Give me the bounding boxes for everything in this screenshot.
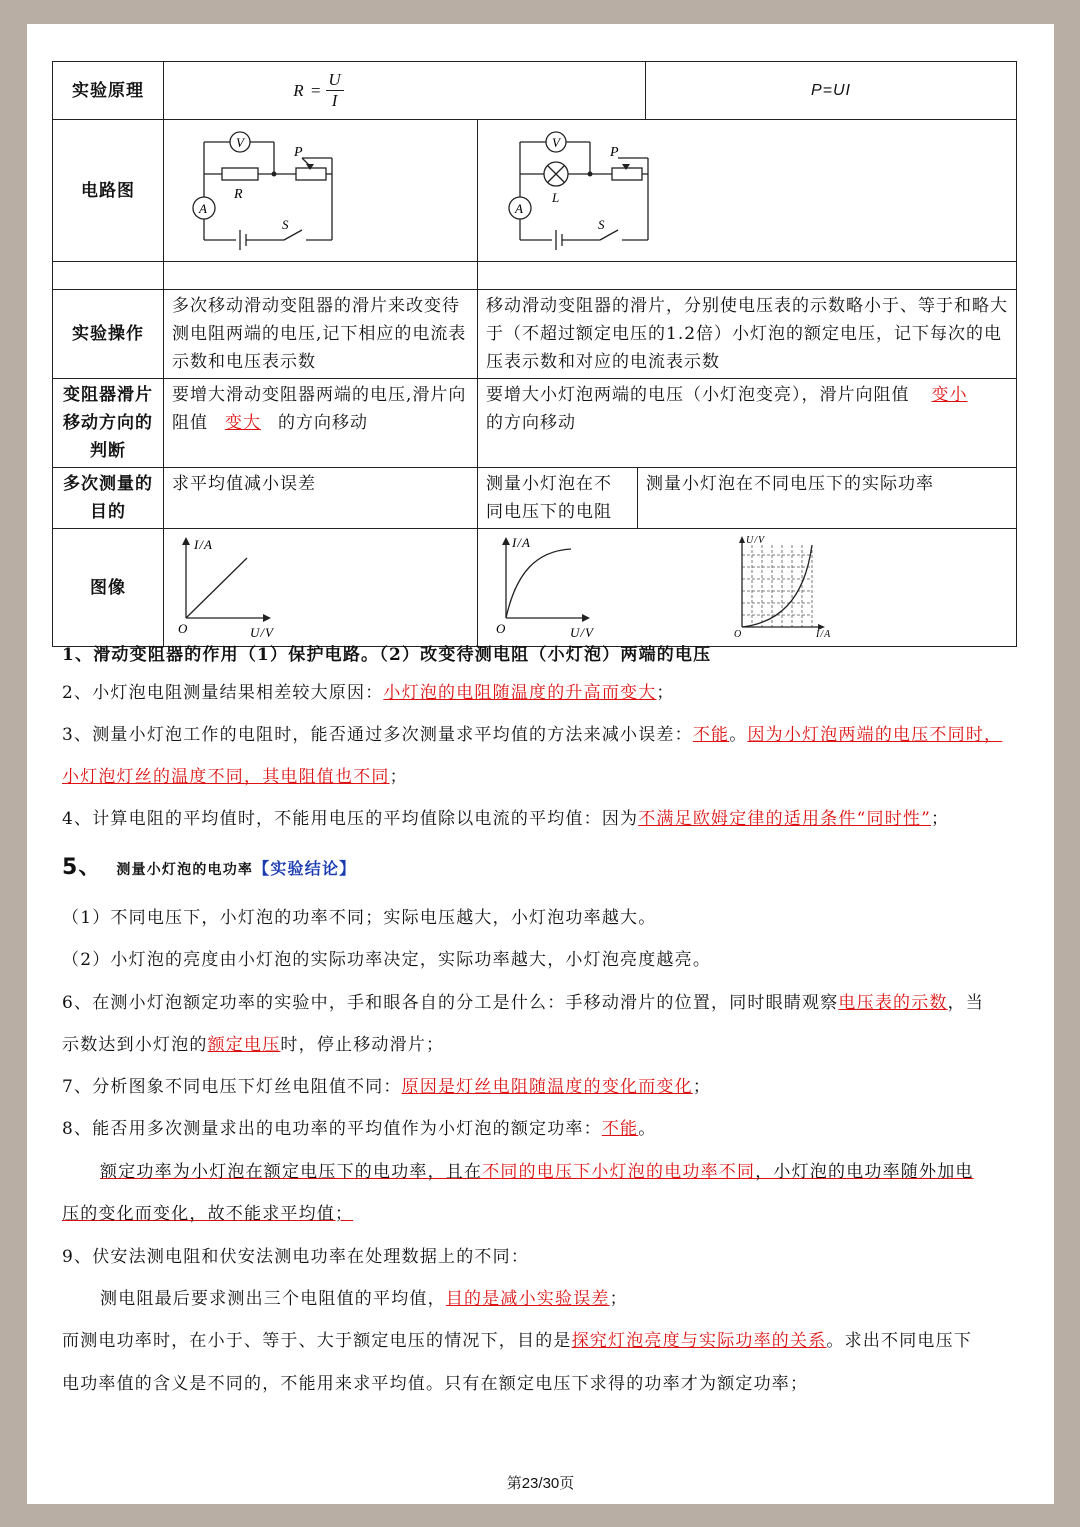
page: [27, 24, 1054, 1504]
y-axis-label: I/A: [512, 535, 531, 550]
fill-answer: 变小: [931, 385, 968, 405]
point-7: 7、分析图象不同电压下灯丝电阻值不同：原因是灯丝电阻随温度的变化而变化；: [62, 1077, 712, 1097]
formula-p: P=UI: [646, 62, 1017, 120]
linear-line: [186, 558, 247, 618]
conclusion-2: （2）小灯泡的亮度由小灯泡的实际功率决定，实际功率越大，小灯泡亮度越亮。: [62, 950, 712, 970]
formula-r-lhs: R =: [293, 80, 323, 100]
lamp-symbol-label: L: [552, 190, 561, 205]
purpose-right: 测量小灯泡在不同电压下的实际功率: [638, 468, 1017, 529]
principle-label: 实验原理: [53, 62, 164, 120]
note-3: 3、测量小灯泡工作的电阻时，能否通过多次测量求平均值的方法来减小误差：不能。因为小灯泡两端的电压不同时，: [62, 725, 1003, 745]
switch-symbol-label: S: [598, 217, 606, 232]
graph-curve-i-u: [486, 533, 606, 641]
direction-right: 要增大小灯泡两端的电压（小灯泡变亮），滑片向阻值 变小 的方向移动: [478, 379, 1017, 468]
empty-cell: [478, 262, 1017, 290]
section-tag: 【实验结论】: [253, 859, 357, 878]
circuit-diagram-lamp: [478, 120, 1017, 262]
operation-label: 实验操作: [53, 290, 164, 379]
direction-left: 要增大滑动变阻器两端的电压,滑片向阻值 变大 的方向移动: [164, 379, 478, 468]
y-axis-label: I/A: [194, 537, 213, 552]
purpose-mid: 测量小灯泡在不同电压下的电阻: [478, 468, 638, 529]
x-axis-label: U/V: [250, 625, 274, 640]
graph-linear-cell: [164, 529, 478, 647]
formula-r-numerator: U: [328, 70, 342, 89]
circuit-diagram-resistor: [164, 120, 478, 262]
operation-left: 多次移动滑动变阻器的滑片来改变待测电阻两端的电压,记下相应的电流表示数和电压表示数: [164, 290, 478, 379]
formula-r: [164, 62, 646, 120]
circuit-1-svg: [174, 126, 354, 251]
experiment-table: [52, 61, 1017, 647]
point-9-c: 电功率值的含义是不同的，不能用来求平均值。只有在额定电压下求得的功率才为额定功率；: [62, 1374, 809, 1394]
section-5-heading: [62, 850, 1022, 881]
note-2-answer: 小灯泡的电阻随温度的升高而变大: [383, 683, 657, 703]
origin-label: O: [178, 621, 189, 636]
conclusion-1: （1）不同电压下，小灯泡的功率不同；实际电压越大，小灯泡功率越大。: [62, 908, 657, 928]
note-4: 4、计算电阻的平均值时，不能用电压的平均值除以电流的平均值：因为不满足欧姆定律的适用条件“同时性”；: [62, 809, 950, 829]
circuit-2-svg: [490, 126, 670, 251]
point-6-line-2: 示数达到小灯泡的额定电压时，停止移动滑片；: [62, 1035, 445, 1055]
point-6: 6、在测小灯泡额定功率的实验中，手和眼各自的分工是什么：手移动滑片的位置，同时眼睛观察电压表的示数，当: [62, 993, 985, 1013]
origin-label: O: [734, 629, 743, 640]
rheostat-symbol-label: P: [610, 145, 620, 160]
point-8: 8、能否用多次测量求出的电功率的平均值作为小灯泡的额定功率：不能。: [62, 1119, 657, 1139]
voltmeter-symbol: V: [552, 135, 561, 150]
circuit-label: 电路图: [53, 120, 164, 262]
ammeter-symbol: A: [515, 201, 524, 216]
point-8-explain: 额定功率为小灯泡在额定电压下的电功率，且在不同的电压下小灯泡的电功率不同，小灯泡的电功率随外加电: [100, 1162, 974, 1182]
point-9-b: 而测电功率时，在小于、等于、大于额定电压的情况下，目的是探究灯泡亮度与实际功率的关系。求出不同电压下: [62, 1331, 973, 1351]
resistor-symbol-label: R: [234, 187, 244, 202]
point-9-a: 测电阻最后要求测出三个电阻值的平均值，目的是减小实验误差；: [100, 1289, 628, 1309]
rheostat-symbol-label: P: [294, 145, 304, 160]
graph-lamp-cells: [478, 529, 1017, 647]
point-9: 9、伏安法测电阻和伏安法测电功率在处理数据上的不同：: [62, 1247, 530, 1267]
ammeter-symbol: A: [199, 201, 208, 216]
page-number: 第23/30页: [506, 1475, 575, 1492]
note-3-line-2: 小灯泡灯丝的温度不同，其电阻值也不同；: [62, 767, 408, 787]
fill-answer: 变大: [225, 413, 261, 433]
section-title: 测量小灯泡的电功率: [116, 862, 254, 878]
origin-label: O: [496, 621, 507, 636]
x-axis-label: I/A: [816, 629, 832, 640]
note-2: 2、小灯泡电阻测量结果相差较大原因：小灯泡的电阻随温度的升高而变大；: [62, 683, 675, 703]
note-1: 1、滑动变阻器的作用（1）保护电路。（2）改变待测电阻（小灯泡）两端的电压: [62, 645, 712, 665]
empty-cell: [164, 262, 478, 290]
curve-i-u: [506, 549, 571, 618]
direction-label: 变阻器滑片移动方向的判断: [53, 379, 164, 468]
graph-label: 图像: [53, 529, 164, 647]
y-axis-label: U/V: [746, 535, 766, 546]
graph-curve-u-i: [716, 533, 836, 641]
formula-r-denominator: I: [331, 91, 339, 110]
empty-cell: [53, 262, 164, 290]
purpose-label: 多次测量的目的: [53, 468, 164, 529]
section-number: 5、: [62, 855, 102, 880]
graph-linear: [172, 533, 292, 641]
operation-right: 移动滑动变阻器的滑片，分别使电压表的示数略小于、等于和略大于（不超过额定电压的1.2倍）小灯泡的额定电压，记下每次的电压表示数和对应的电流表示数: [478, 290, 1017, 379]
point-8-explain-line-2: 压的变化而变化，故不能求平均值；: [62, 1204, 354, 1224]
x-axis-label: U/V: [570, 625, 594, 640]
voltmeter-symbol: V: [236, 135, 245, 150]
switch-symbol-label: S: [282, 217, 290, 232]
purpose-left: 求平均值减小误差: [164, 468, 478, 529]
